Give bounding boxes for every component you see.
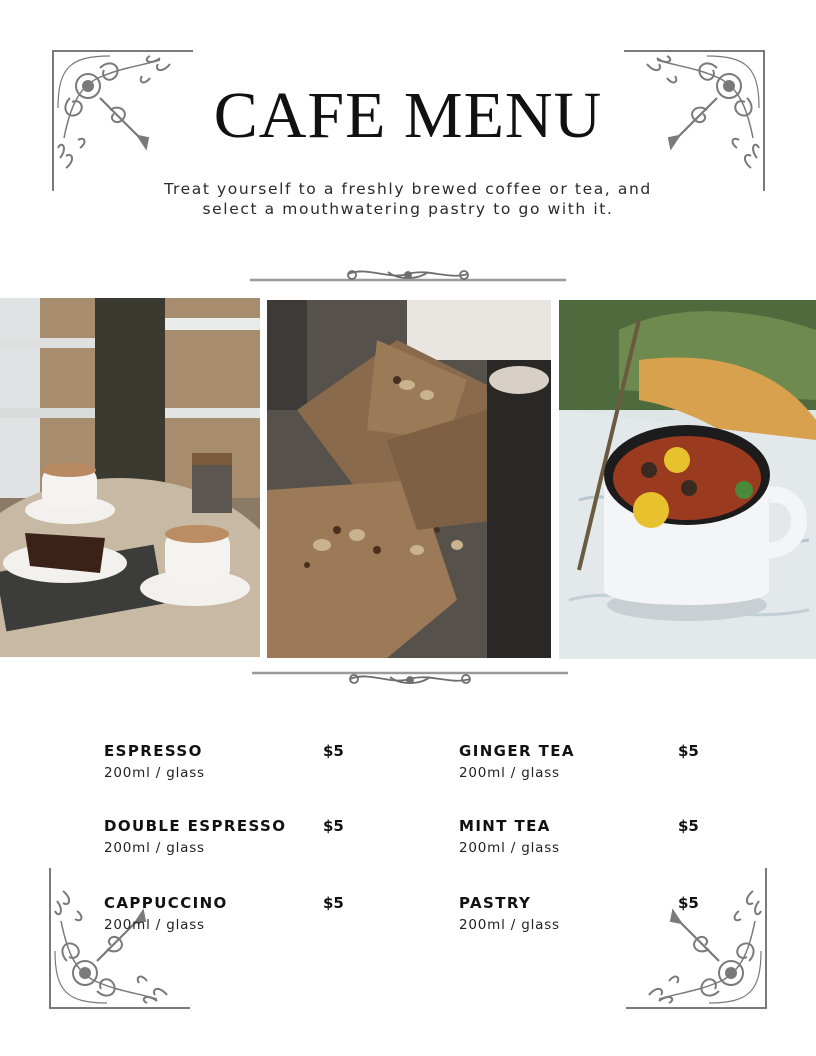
menu-item-name: CAPPUCCINO [104, 894, 228, 912]
menu-item-description: 200ml / glass [459, 765, 560, 781]
floral-corner-ornament-icon [47, 866, 192, 1011]
menu-item-price: $5 [323, 894, 344, 912]
scroll-divider-icon [248, 266, 568, 286]
subtitle-line-1: Treat yourself to a freshly brewed coffee or tea, and [164, 180, 652, 198]
menu-item-price: $5 [323, 817, 344, 835]
menu-item-description: 200ml / glass [104, 765, 205, 781]
nut-scone-photo [267, 300, 551, 658]
menu-item-price: $5 [678, 817, 699, 835]
scroll-divider-icon [250, 667, 570, 687]
menu-item-name: GINGER TEA [459, 742, 575, 760]
coffee-and-cake-photo [0, 298, 260, 657]
floral-corner-ornament-icon [624, 866, 769, 1011]
menu-item-price: $5 [678, 742, 699, 760]
menu-item [459, 894, 699, 933]
menu-item-name: ESPRESSO [104, 742, 203, 760]
subtitle-line-2: select a mouthwatering pastry to go with it. [202, 200, 614, 218]
menu-item-name: MINT TEA [459, 817, 551, 835]
menu-subtitle [150, 179, 666, 219]
menu-item-name: PASTRY [459, 894, 532, 912]
menu-item [104, 894, 344, 933]
menu-item-price: $5 [323, 742, 344, 760]
menu-item-description: 200ml / glass [459, 917, 560, 933]
menu-item-name: DOUBLE ESPRESSO [104, 817, 287, 835]
menu-item-description: 200ml / glass [459, 840, 560, 856]
menu-item-price: $5 [678, 894, 699, 912]
menu-item [459, 817, 699, 856]
menu-item-description: 200ml / glass [104, 917, 205, 933]
menu-item-description: 200ml / glass [104, 840, 205, 856]
menu-item [459, 742, 699, 781]
menu-title: CAFE MENU [213, 79, 603, 152]
menu-item [104, 817, 344, 856]
menu-item [104, 742, 344, 781]
herbal-tea-mug-photo [559, 300, 816, 659]
